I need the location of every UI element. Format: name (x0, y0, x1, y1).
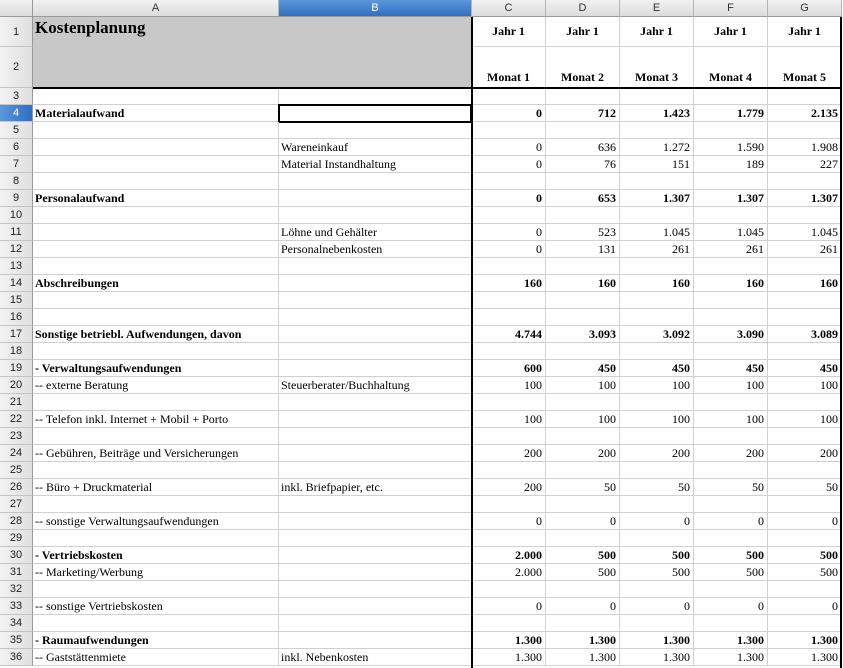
cell-value[interactable]: 0 (694, 598, 768, 615)
cell-value[interactable]: 1.779 (694, 105, 768, 122)
cell-value[interactable]: 1.300 (472, 632, 546, 649)
cell-value[interactable]: 261 (620, 241, 694, 258)
row-header[interactable]: 35 (0, 632, 33, 649)
row-header[interactable]: 1 (0, 17, 33, 47)
cell-value[interactable]: 261 (694, 241, 768, 258)
cell-value[interactable]: 50 (620, 479, 694, 496)
cell-value[interactable]: 2.135 (768, 105, 842, 122)
row-header[interactable]: 19 (0, 360, 33, 377)
cell-label[interactable] (33, 530, 279, 547)
cell-value[interactable] (546, 462, 620, 479)
row-header[interactable]: 21 (0, 394, 33, 411)
cell-label[interactable] (33, 581, 279, 598)
row-header[interactable]: 5 (0, 122, 33, 139)
cell-value[interactable] (472, 173, 546, 190)
cell-label[interactable] (33, 394, 279, 411)
cell-sublabel[interactable]: Wareneinkauf (279, 139, 472, 156)
cell-label[interactable] (33, 207, 279, 224)
cell-value[interactable]: 1.300 (620, 632, 694, 649)
row-header[interactable]: 2 (0, 47, 33, 88)
cell-value[interactable]: 100 (472, 377, 546, 394)
cell-value[interactable] (472, 88, 546, 105)
cell-value[interactable]: 500 (620, 564, 694, 581)
cell-value[interactable] (546, 173, 620, 190)
cell-value[interactable] (546, 309, 620, 326)
cell-value[interactable]: 100 (620, 377, 694, 394)
cell-value[interactable]: 1.307 (694, 190, 768, 207)
cell-value[interactable] (768, 462, 842, 479)
cell-value[interactable] (472, 530, 546, 547)
cell-label[interactable] (33, 462, 279, 479)
row-header[interactable]: 16 (0, 309, 33, 326)
cell-value[interactable] (472, 615, 546, 632)
cell-value[interactable] (620, 258, 694, 275)
cell-value[interactable]: 200 (768, 445, 842, 462)
cell-value[interactable]: 3.089 (768, 326, 842, 343)
row-header[interactable]: 3 (0, 88, 33, 105)
cell-value[interactable]: 200 (620, 445, 694, 462)
cell-value[interactable]: 160 (472, 275, 546, 292)
cell-value[interactable] (694, 462, 768, 479)
cell-value[interactable] (694, 309, 768, 326)
cell-label[interactable]: -- Marketing/Werbung (33, 564, 279, 581)
cell-value[interactable] (620, 309, 694, 326)
month-header: Monat 4 (694, 47, 768, 88)
cell-value[interactable]: 1.300 (472, 649, 546, 666)
cell-value[interactable]: 0 (546, 598, 620, 615)
cell-sublabel[interactable] (279, 598, 472, 615)
cell-value[interactable]: 1.300 (546, 632, 620, 649)
cell-value[interactable] (768, 394, 842, 411)
cell-value[interactable]: 1.045 (620, 224, 694, 241)
cell-sublabel[interactable] (279, 615, 472, 632)
cell-value[interactable] (768, 530, 842, 547)
month-header: Monat 3 (620, 47, 694, 88)
cell-value[interactable] (472, 207, 546, 224)
cell-sublabel[interactable] (279, 173, 472, 190)
cell-label[interactable]: -- sonstige Vertriebskosten (33, 598, 279, 615)
cell-value[interactable] (768, 207, 842, 224)
row-header[interactable]: 20 (0, 377, 33, 394)
cell-value[interactable] (694, 292, 768, 309)
cell-value[interactable] (472, 292, 546, 309)
cell-value[interactable]: 1.300 (620, 649, 694, 666)
cell-label[interactable] (33, 615, 279, 632)
cell-label[interactable]: - Verwaltungsaufwendungen (33, 360, 279, 377)
cell-sublabel[interactable] (279, 88, 472, 105)
cell-value[interactable] (546, 343, 620, 360)
cell-value[interactable]: 1.045 (694, 224, 768, 241)
cell-sublabel[interactable] (279, 632, 472, 649)
cell-value[interactable] (768, 309, 842, 326)
cell-label[interactable] (33, 139, 279, 156)
cell-value[interactable]: 450 (694, 360, 768, 377)
cell-value[interactable]: 0 (472, 598, 546, 615)
cell-sublabel[interactable]: Personalnebenkosten (279, 241, 472, 258)
cell-value[interactable] (694, 122, 768, 139)
cell-label[interactable] (33, 241, 279, 258)
cell-value[interactable]: 1.300 (546, 649, 620, 666)
row-header[interactable]: 27 (0, 496, 33, 513)
cell-sublabel[interactable] (279, 530, 472, 547)
cell-label[interactable] (33, 122, 279, 139)
row-header[interactable]: 12 (0, 241, 33, 258)
cell-value[interactable]: 0 (768, 513, 842, 530)
row-header[interactable]: 4 (0, 105, 33, 122)
column-header-b[interactable]: B (279, 0, 472, 17)
cell-value[interactable] (768, 258, 842, 275)
cell-value[interactable]: 0 (472, 513, 546, 530)
cell-value[interactable]: 1.300 (694, 632, 768, 649)
cell-sublabel[interactable] (279, 309, 472, 326)
select-all-corner[interactable] (0, 0, 33, 17)
cell-value[interactable]: 131 (546, 241, 620, 258)
column-header-c[interactable]: C (472, 0, 546, 17)
cell-value[interactable]: 0 (472, 105, 546, 122)
cell-value[interactable]: 160 (768, 275, 842, 292)
month-header: Monat 2 (546, 47, 620, 88)
cell-value[interactable]: 1.272 (620, 139, 694, 156)
cell-value[interactable]: 100 (694, 377, 768, 394)
cell-value[interactable] (620, 496, 694, 513)
cell-label[interactable]: -- Büro + Druckmaterial (33, 479, 279, 496)
cell-value[interactable]: 523 (546, 224, 620, 241)
cell-value[interactable] (546, 394, 620, 411)
cell-label[interactable]: -- Gaststättenmiete (33, 649, 279, 666)
cell-value[interactable]: 0 (472, 224, 546, 241)
column-header-d[interactable]: D (546, 0, 620, 17)
cell-value[interactable] (620, 292, 694, 309)
cell-value[interactable] (546, 292, 620, 309)
cell-label[interactable] (33, 88, 279, 105)
cell-label[interactable]: Sonstige betriebl. Aufwendungen, davon (33, 326, 279, 343)
cell-value[interactable]: 0 (472, 190, 546, 207)
cell-value[interactable] (472, 309, 546, 326)
row-header[interactable]: 24 (0, 445, 33, 462)
year-header: Jahr 1 (472, 17, 546, 47)
cell-value[interactable]: 200 (472, 479, 546, 496)
cell-value[interactable]: 3.092 (620, 326, 694, 343)
cell-sublabel[interactable]: inkl. Nebenkosten (279, 649, 472, 666)
cell-value[interactable]: 100 (768, 411, 842, 428)
cell-value[interactable]: 1.307 (620, 190, 694, 207)
cell-value[interactable]: 2.000 (472, 564, 546, 581)
cell-sublabel[interactable] (279, 207, 472, 224)
row-header[interactable]: 7 (0, 156, 33, 173)
cell-value[interactable] (694, 581, 768, 598)
cell-value[interactable] (620, 615, 694, 632)
cell-value[interactable]: 500 (694, 564, 768, 581)
cell-value[interactable]: 76 (546, 156, 620, 173)
row-header[interactable]: 9 (0, 190, 33, 207)
cell-value[interactable] (694, 173, 768, 190)
cell-value[interactable]: 0 (472, 139, 546, 156)
cell-value[interactable] (694, 207, 768, 224)
cell-value[interactable]: 200 (694, 445, 768, 462)
cell-value[interactable]: 600 (472, 360, 546, 377)
cell-value[interactable]: 500 (620, 547, 694, 564)
row-header[interactable]: 28 (0, 513, 33, 530)
cell-value[interactable]: 100 (620, 411, 694, 428)
frame-line (840, 17, 842, 668)
cell-value[interactable]: 200 (472, 445, 546, 462)
cell-value[interactable] (472, 258, 546, 275)
row-header[interactable]: 34 (0, 615, 33, 632)
cell-value[interactable] (546, 615, 620, 632)
cell-value[interactable]: 0 (546, 513, 620, 530)
cell-value[interactable] (620, 428, 694, 445)
row-header[interactable]: 15 (0, 292, 33, 309)
cell-value[interactable] (472, 343, 546, 360)
cell-value[interactable]: 3.093 (546, 326, 620, 343)
cell-value[interactable]: 1.590 (694, 139, 768, 156)
cell-value[interactable]: 200 (546, 445, 620, 462)
row-header[interactable]: 26 (0, 479, 33, 496)
cell-sublabel[interactable] (279, 292, 472, 309)
cell-value[interactable] (472, 394, 546, 411)
cell-label[interactable] (33, 309, 279, 326)
cell-value[interactable] (694, 88, 768, 105)
cell-value[interactable] (546, 258, 620, 275)
cell-value[interactable] (768, 292, 842, 309)
cell-value[interactable]: 50 (768, 479, 842, 496)
row-header[interactable]: 17 (0, 326, 33, 343)
cell-value[interactable]: 500 (546, 547, 620, 564)
cell-value[interactable]: 450 (620, 360, 694, 377)
cell-value[interactable]: 100 (546, 377, 620, 394)
row-header[interactable]: 11 (0, 224, 33, 241)
cell-label[interactable]: -- Gebühren, Beiträge und Versicherungen (33, 445, 279, 462)
cell-sublabel[interactable] (279, 428, 472, 445)
cell-value[interactable] (694, 496, 768, 513)
cell-label[interactable]: Abschreibungen (33, 275, 279, 292)
cell-value[interactable] (472, 581, 546, 598)
cell-value[interactable]: 1.300 (694, 649, 768, 666)
cell-value[interactable]: 0 (620, 513, 694, 530)
cell-sublabel[interactable] (279, 564, 472, 581)
cell-label[interactable] (33, 292, 279, 309)
cell-label[interactable]: Personalaufwand (33, 190, 279, 207)
cell-value[interactable]: 261 (768, 241, 842, 258)
cell-sublabel[interactable] (279, 581, 472, 598)
cell-value[interactable] (694, 343, 768, 360)
cell-label[interactable] (33, 343, 279, 360)
cell-value[interactable]: 160 (694, 275, 768, 292)
cell-value[interactable]: 2.000 (472, 547, 546, 564)
cell-sublabel[interactable] (279, 275, 472, 292)
cell-sublabel[interactable] (279, 258, 472, 275)
cell-sublabel[interactable] (279, 411, 472, 428)
cell-value[interactable]: 653 (546, 190, 620, 207)
cell-value[interactable]: 1.300 (768, 632, 842, 649)
cell-value[interactable] (620, 394, 694, 411)
cell-value[interactable] (694, 258, 768, 275)
cell-value[interactable]: 160 (546, 275, 620, 292)
cell-sublabel[interactable]: Löhne und Gehälter (279, 224, 472, 241)
row-header[interactable]: 22 (0, 411, 33, 428)
cell-sublabel[interactable] (279, 513, 472, 530)
cell-value[interactable]: 50 (546, 479, 620, 496)
row-header[interactable]: 10 (0, 207, 33, 224)
row-header[interactable]: 25 (0, 462, 33, 479)
row-header[interactable]: 13 (0, 258, 33, 275)
cell-value[interactable] (546, 428, 620, 445)
cell-label[interactable]: Materialaufwand (33, 105, 279, 122)
column-header-a[interactable]: A (33, 0, 279, 17)
cell-value[interactable]: 1.908 (768, 139, 842, 156)
cell-value[interactable] (546, 122, 620, 139)
cell-value[interactable]: 0 (768, 598, 842, 615)
cell-value[interactable]: 189 (694, 156, 768, 173)
month-header: Monat 5 (768, 47, 842, 88)
cell-value[interactable]: 0 (620, 598, 694, 615)
cell-label[interactable]: -- sonstige Verwaltungsaufwendungen (33, 513, 279, 530)
cell-value[interactable]: 0 (472, 241, 546, 258)
column-header-f[interactable]: F (694, 0, 768, 17)
cell-value[interactable] (472, 496, 546, 513)
cell-value[interactable]: 500 (768, 547, 842, 564)
column-header-e[interactable]: E (620, 0, 694, 17)
cell-label[interactable] (33, 258, 279, 275)
year-header: Jahr 1 (694, 17, 768, 47)
cell-value[interactable]: 151 (620, 156, 694, 173)
cell-value[interactable]: 100 (768, 377, 842, 394)
cell-value[interactable] (546, 530, 620, 547)
cell-value[interactable]: 160 (620, 275, 694, 292)
column-header-g[interactable]: G (768, 0, 842, 17)
cell-label[interactable] (33, 156, 279, 173)
cell-value[interactable]: 450 (546, 360, 620, 377)
cell-value[interactable] (768, 581, 842, 598)
cell-value[interactable]: 3.090 (694, 326, 768, 343)
cell-sublabel[interactable] (279, 462, 472, 479)
cell-sublabel[interactable] (279, 360, 472, 377)
row-header[interactable]: 18 (0, 343, 33, 360)
cell-value[interactable] (694, 428, 768, 445)
cell-sublabel[interactable]: inkl. Briefpapier, etc. (279, 479, 472, 496)
cell-value[interactable] (620, 88, 694, 105)
year-header: Jahr 1 (620, 17, 694, 47)
cell-sublabel[interactable] (279, 326, 472, 343)
cell-label[interactable] (33, 496, 279, 513)
cell-sublabel[interactable]: Material Instandhaltung (279, 156, 472, 173)
cell-value[interactable]: 500 (694, 547, 768, 564)
row-header[interactable]: 30 (0, 547, 33, 564)
cell-value[interactable] (768, 88, 842, 105)
cell-label[interactable]: - Raumaufwendungen (33, 632, 279, 649)
sheet-title: Kostenplanung (33, 17, 472, 88)
cell-label[interactable]: -- externe Beratung (33, 377, 279, 394)
year-header: Jahr 1 (546, 17, 620, 47)
cell-value[interactable] (768, 428, 842, 445)
cell-sublabel[interactable] (279, 547, 472, 564)
cell-value[interactable]: 636 (546, 139, 620, 156)
cell-sublabel[interactable]: Steuerberater/Buchhaltung (279, 377, 472, 394)
cell-sublabel[interactable] (279, 343, 472, 360)
cell-label[interactable]: -- Telefon inkl. Internet + Mobil + Porto (33, 411, 279, 428)
cell-value[interactable]: 0 (472, 156, 546, 173)
cell-value[interactable] (694, 394, 768, 411)
row-header[interactable]: 29 (0, 530, 33, 547)
cell-value[interactable]: 227 (768, 156, 842, 173)
cell-value[interactable] (620, 207, 694, 224)
cell-value[interactable]: 50 (694, 479, 768, 496)
cell-value[interactable]: 1.307 (768, 190, 842, 207)
month-header: Monat 1 (472, 47, 546, 88)
cell-value[interactable] (768, 343, 842, 360)
row-header[interactable]: 31 (0, 564, 33, 581)
cell-value[interactable] (472, 122, 546, 139)
cell-value[interactable] (472, 428, 546, 445)
cell-value[interactable] (620, 122, 694, 139)
cell-value[interactable] (768, 122, 842, 139)
frame-line (471, 17, 473, 668)
cell-value[interactable]: 500 (546, 564, 620, 581)
cell-label[interactable]: - Vertriebskosten (33, 547, 279, 564)
cell-value[interactable] (768, 615, 842, 632)
row-header[interactable]: 32 (0, 581, 33, 598)
cell-value[interactable] (620, 462, 694, 479)
cell-value[interactable] (694, 530, 768, 547)
cell-value[interactable]: 4.744 (472, 326, 546, 343)
row-header[interactable]: 36 (0, 649, 33, 666)
cell-value[interactable]: 500 (768, 564, 842, 581)
cell-value[interactable]: 1.045 (768, 224, 842, 241)
row-header[interactable]: 33 (0, 598, 33, 615)
cell-label[interactable] (33, 428, 279, 445)
cell-value[interactable] (620, 581, 694, 598)
cell-value[interactable]: 712 (546, 105, 620, 122)
cell-label[interactable] (33, 173, 279, 190)
cell-value[interactable] (546, 88, 620, 105)
cell-value[interactable]: 100 (694, 411, 768, 428)
cell-sublabel[interactable] (279, 496, 472, 513)
row-header[interactable]: 6 (0, 139, 33, 156)
frame-line (33, 87, 842, 89)
cell-value[interactable] (620, 343, 694, 360)
cell-sublabel[interactable] (279, 445, 472, 462)
cell-sublabel[interactable] (279, 105, 472, 122)
cell-value[interactable] (694, 615, 768, 632)
row-header[interactable]: 14 (0, 275, 33, 292)
cell-value[interactable]: 100 (546, 411, 620, 428)
row-header[interactable]: 8 (0, 173, 33, 190)
cell-value[interactable]: 450 (768, 360, 842, 377)
cell-value[interactable]: 100 (472, 411, 546, 428)
cell-label[interactable] (33, 224, 279, 241)
cell-sublabel[interactable] (279, 394, 472, 411)
cell-value[interactable]: 0 (694, 513, 768, 530)
cell-value[interactable] (546, 207, 620, 224)
cell-value[interactable] (546, 581, 620, 598)
cell-value[interactable] (768, 173, 842, 190)
cell-value[interactable] (768, 496, 842, 513)
row-header[interactable]: 23 (0, 428, 33, 445)
cell-value[interactable]: 1.423 (620, 105, 694, 122)
cell-value[interactable]: 1.300 (768, 649, 842, 666)
cell-value[interactable] (472, 462, 546, 479)
cell-value[interactable] (546, 496, 620, 513)
cell-sublabel[interactable] (279, 190, 472, 207)
cell-value[interactable] (620, 173, 694, 190)
cell-sublabel[interactable] (279, 122, 472, 139)
year-header: Jahr 1 (768, 17, 842, 47)
cell-value[interactable] (620, 530, 694, 547)
